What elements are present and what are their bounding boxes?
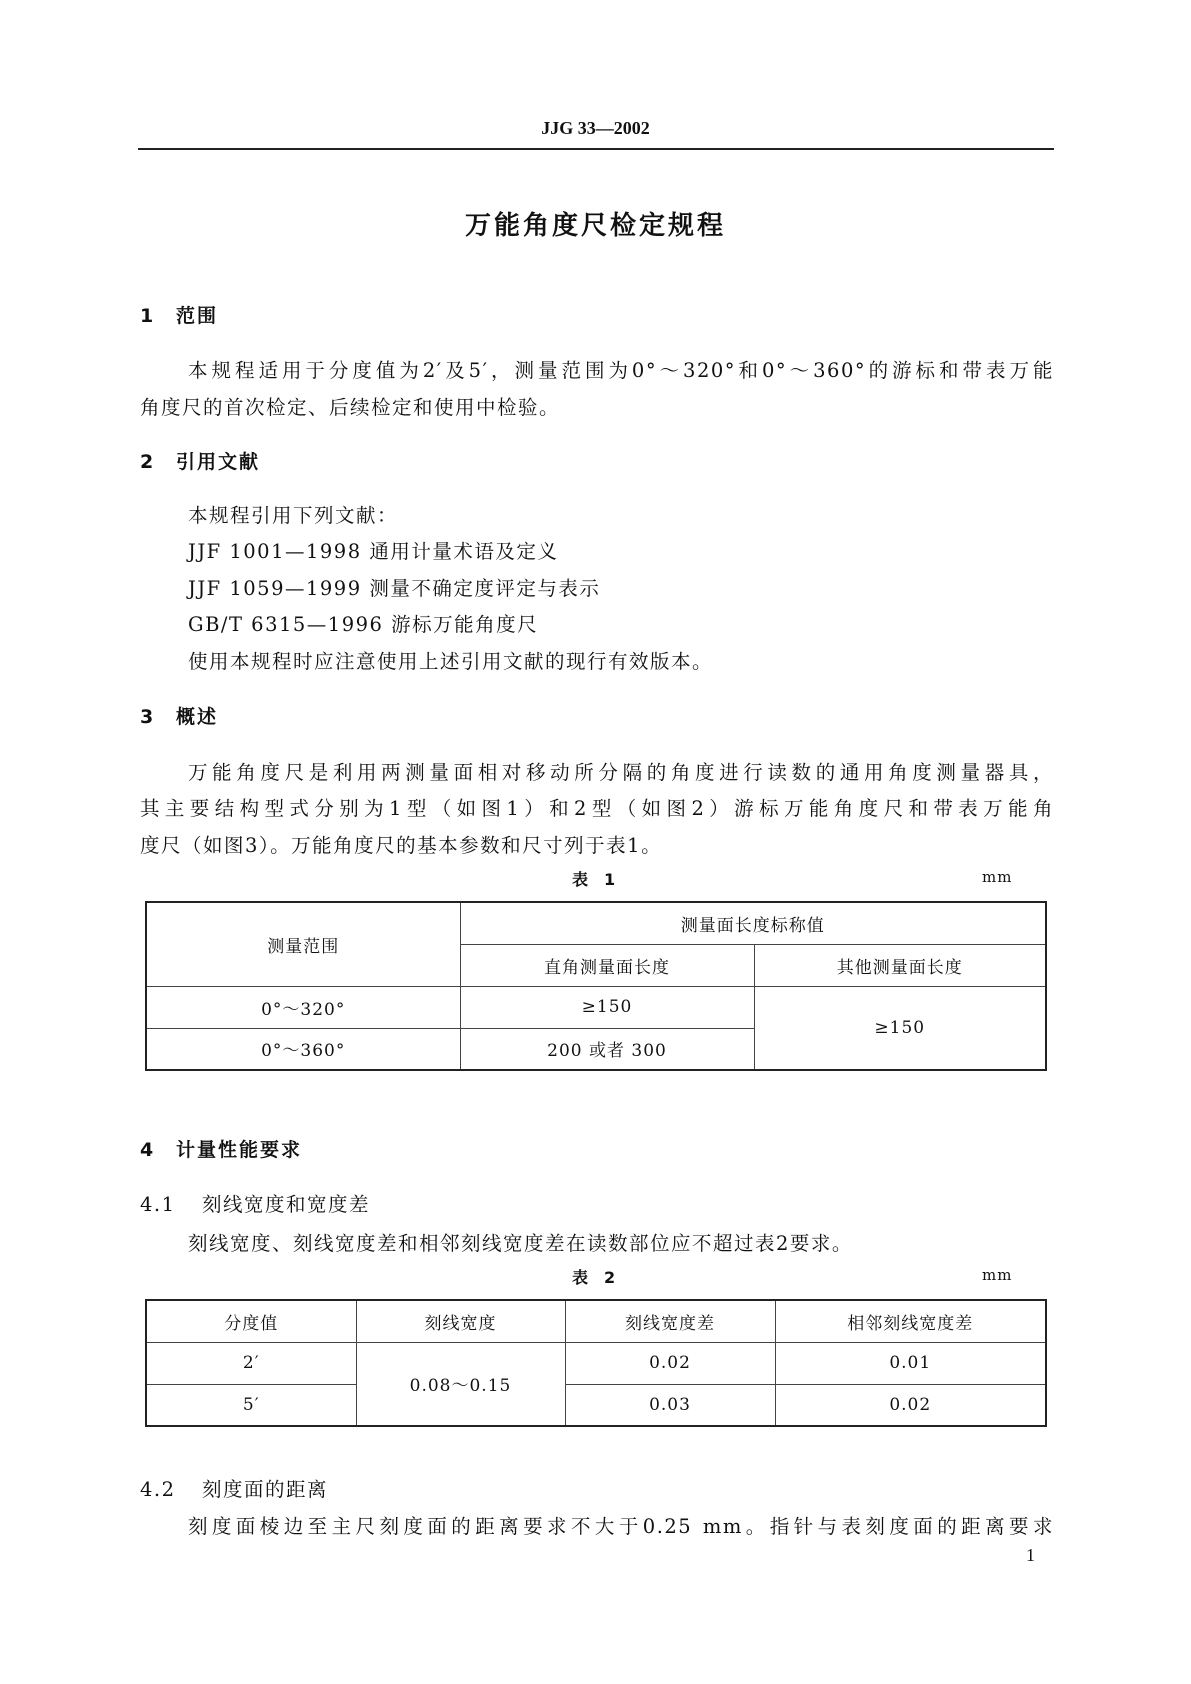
paragraph-line: 刻线宽度、刻线宽度差和相邻刻线宽度差在读数部位应不超过表2要求。 bbox=[188, 1232, 853, 1255]
paragraph-line: 本规程引用下列文献： bbox=[188, 504, 399, 527]
section-title: 计量性能要求 bbox=[176, 1139, 303, 1161]
section-2-heading bbox=[140, 447, 260, 474]
paragraph-line: 度尺（如图3）。万能角度尺的基本参数和尺寸列于表1。 bbox=[140, 834, 663, 857]
table-1 bbox=[145, 901, 1047, 1071]
section-number: 4 bbox=[140, 1139, 156, 1161]
header-cell: 分度值 bbox=[146, 1300, 356, 1342]
header-cell: 其他测量面长度 bbox=[754, 944, 1046, 986]
table-row bbox=[146, 1384, 1046, 1426]
header-rule bbox=[138, 148, 1054, 150]
table-row bbox=[146, 1342, 1046, 1384]
section-title: 引用文献 bbox=[176, 451, 261, 473]
table-cell: 0.03 bbox=[565, 1384, 775, 1426]
section-number: 3 bbox=[140, 706, 156, 728]
paragraph-line: 万能角度尺是利用两测量面相对移动所分隔的角度进行读数的通用角度测量器具， bbox=[188, 761, 1054, 784]
reference-item: JJF 1059—1999 测量不确定度评定与表示 bbox=[188, 577, 601, 600]
table-cell: 0°～360° bbox=[146, 1028, 460, 1070]
section-number: 1 bbox=[140, 305, 156, 327]
header-cell: 相邻刻线宽度差 bbox=[775, 1300, 1046, 1342]
header-cell: 刻线宽度 bbox=[356, 1300, 565, 1342]
section-4-heading bbox=[140, 1135, 302, 1162]
section-number: 4.2 bbox=[140, 1478, 176, 1501]
paragraph-line: 本规程适用于分度值为2′及5′，测量范围为0°～320°和0°～360°的游标和带表万能 bbox=[188, 359, 1054, 382]
table-cell: 0.08～0.15 bbox=[356, 1342, 565, 1426]
section-title: 概述 bbox=[176, 706, 219, 728]
table-cell: 5′ bbox=[146, 1384, 356, 1426]
section-3-heading bbox=[140, 702, 218, 729]
header-cell: 测量面长度标称值 bbox=[460, 902, 1046, 944]
table-cell: 0°～320° bbox=[146, 986, 460, 1028]
paragraph-line: 角度尺的首次检定、后续检定和使用中检验。 bbox=[140, 396, 561, 419]
table-1-caption: 表 1 bbox=[572, 870, 616, 889]
header-cell: 刻线宽度差 bbox=[565, 1300, 775, 1342]
reference-item: GB/T 6315—1996 游标万能角度尺 bbox=[188, 613, 539, 636]
paragraph-line: 刻度面棱边至主尺刻度面的距离要求不大于0.25 mm。指针与表刻度面的距离要求 bbox=[188, 1515, 1054, 1538]
table-cell: 200 或者 300 bbox=[460, 1028, 754, 1070]
table-2 bbox=[145, 1299, 1047, 1427]
page-number: 1 bbox=[1026, 1545, 1035, 1565]
section-number: 4.1 bbox=[140, 1193, 176, 1216]
table-cell: 2′ bbox=[146, 1342, 356, 1384]
table-cell: ≥150 bbox=[460, 986, 754, 1028]
header-cell: 直角测量面长度 bbox=[460, 944, 754, 986]
subsection-4-2-heading bbox=[140, 1474, 328, 1502]
table-2-unit: mm bbox=[982, 1266, 1013, 1284]
paragraph-line: 其主要结构型式分别为1型（如图1）和2型（如图2）游标万能角度尺和带表万能角 bbox=[140, 797, 1054, 820]
table-2-caption: 表 2 bbox=[572, 1268, 616, 1287]
section-title: 范围 bbox=[176, 305, 219, 327]
section-title: 刻线宽度和宽度差 bbox=[202, 1193, 371, 1216]
subsection-4-1-heading bbox=[140, 1189, 370, 1217]
paragraph-line: 使用本规程时应注意使用上述引用文献的现行有效版本。 bbox=[188, 650, 714, 673]
section-number: 2 bbox=[140, 451, 156, 473]
table-1-unit: mm bbox=[982, 868, 1013, 886]
table-cell: 0.02 bbox=[775, 1384, 1046, 1426]
section-1-heading bbox=[140, 301, 218, 328]
reference-item: JJF 1001—1998 通用计量术语及定义 bbox=[188, 540, 559, 563]
table-cell: 0.02 bbox=[565, 1342, 775, 1384]
table-row bbox=[146, 986, 1046, 1028]
table-cell: 0.01 bbox=[775, 1342, 1046, 1384]
section-title: 刻度面的距离 bbox=[202, 1478, 329, 1501]
page-title: 万能角度尺检定规程 bbox=[464, 211, 726, 241]
document-code-header: JJG 33—2002 bbox=[541, 118, 650, 138]
table-cell: ≥150 bbox=[754, 986, 1046, 1070]
header-cell: 测量范围 bbox=[146, 902, 460, 986]
